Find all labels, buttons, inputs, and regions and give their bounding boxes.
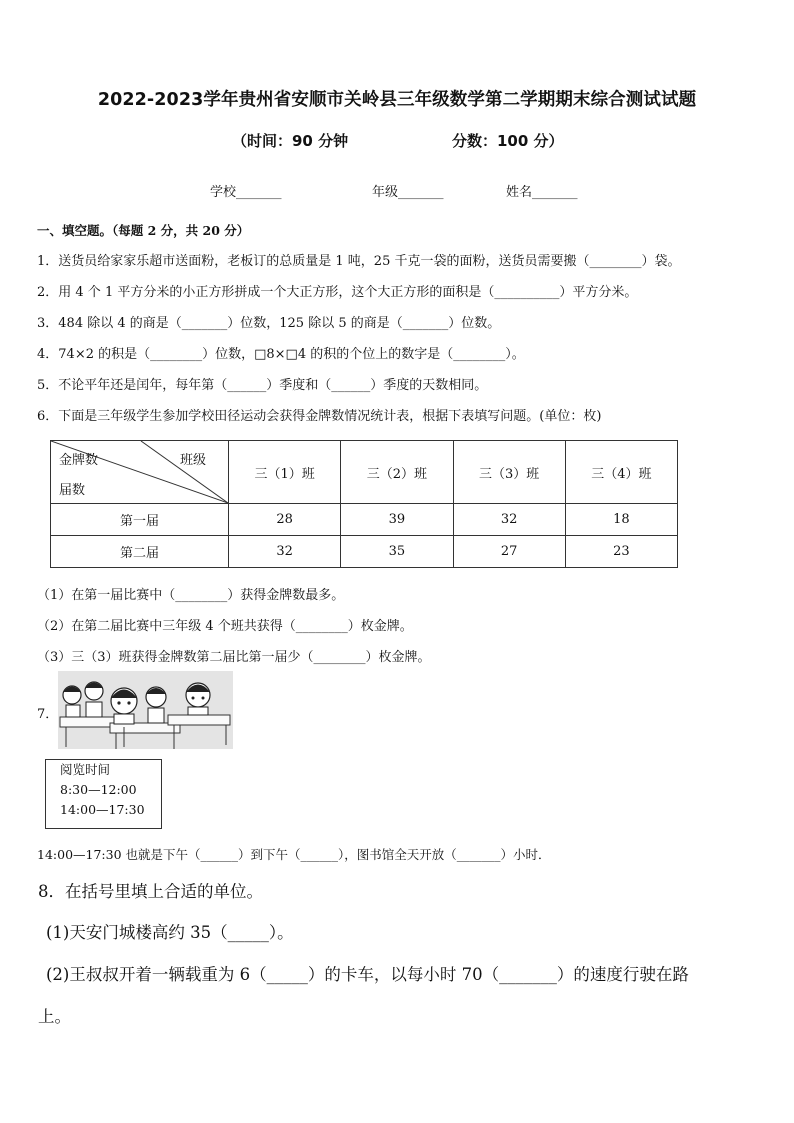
table-cell: 32 (229, 536, 341, 568)
question-8-1: (1)天安门城楼高约 35（_____）。 (46, 923, 294, 942)
table-cell: 39 (341, 504, 453, 536)
question-4: 4．74×2 的积是（________）位数，□8×□4 的积的个位上的数字是（________）。 (37, 347, 525, 362)
schedule-afternoon: 14:00—17:30 (60, 802, 145, 817)
corner-session-label: 届数 (59, 483, 86, 498)
page-title: 2022-2023学年贵州省安顺市关岭县三年级数学第二学期期末综合测试试题 (97, 90, 697, 110)
school-field: 学校_______ (210, 185, 282, 200)
table-header: 三（4）班 (565, 441, 677, 504)
question-8-2: (2)王叔叔开着一辆载重为 6（_____）的卡车，以每小时 70（_______）的速度行驶在路 (46, 965, 689, 984)
question-7-number: 7． (37, 707, 59, 722)
row-label: 第二届 (51, 536, 229, 568)
corner-medals-label: 金牌数 (59, 453, 99, 468)
section-heading: 一、填空题。（每题 2 分，共 20 分） (37, 223, 250, 238)
row-label: 第一届 (51, 504, 229, 536)
table-row (51, 504, 678, 536)
children-reading-image (58, 671, 233, 749)
table-cell: 35 (341, 536, 453, 568)
table-corner-cell (51, 441, 229, 504)
question-6-2: （2）在第二届比赛中三年级 4 个班共获得（________）枚金牌。 (37, 619, 413, 634)
schedule-title: 阅览时间 (60, 762, 111, 777)
question-1: 1．送货员给家家乐超市送面粉，老板订的总质量是 1 吨，25 千克一袋的面粉，送货员需要搬（________）袋。 (37, 254, 681, 269)
table-cell: 27 (453, 536, 565, 568)
question-6: 6．下面是三年级学生参加学校田径运动会获得金牌数情况统计表，根据下表填写问题。(单位：枚) (37, 409, 602, 424)
table-header: 三（2）班 (341, 441, 453, 504)
time-label: （时间：90 分钟 (232, 132, 349, 150)
question-7-text: 14:00—17:30 也就是下午（______）到下午（______），图书馆全天开放（_______）小时． (37, 847, 551, 862)
table-cell: 28 (229, 504, 341, 536)
question-2: 2．用 4 个 1 平方分米的小正方形拼成一个大正方形，这个大正方形的面积是（__________）平方分米。 (37, 285, 638, 300)
table-cell: 18 (565, 504, 677, 536)
table-cell: 23 (565, 536, 677, 568)
table-header: 三（1）班 (229, 441, 341, 504)
score-label: 分数：100 分） (452, 132, 564, 150)
medal-table (50, 440, 678, 568)
name-field: 姓名_______ (506, 185, 578, 200)
question-6-3: （3）三（3）班获得金牌数第二届比第一届少（________）枚金牌。 (37, 650, 431, 665)
question-8: 8．在括号里填上合适的单位。 (38, 882, 263, 901)
schedule-morning: 8:30—12:00 (60, 782, 137, 797)
grade-field: 年级_______ (372, 185, 444, 200)
question-6-1: （1）在第一届比赛中（________）获得金牌数最多。 (37, 588, 345, 603)
corner-class-label: 班级 (179, 453, 206, 468)
question-8-2-continued: 上。 (38, 1007, 71, 1026)
table-row (51, 536, 678, 568)
reading-hours-box (45, 759, 162, 829)
question-5: 5．不论平年还是闰年，每年第（______）季度和（______）季度的天数相同。 (37, 378, 488, 393)
table-cell: 32 (453, 504, 565, 536)
table-header: 三（3）班 (453, 441, 565, 504)
question-3: 3．484 除以 4 的商是（_______）位数，125 除以 5 的商是（_______）位数。 (37, 316, 501, 331)
